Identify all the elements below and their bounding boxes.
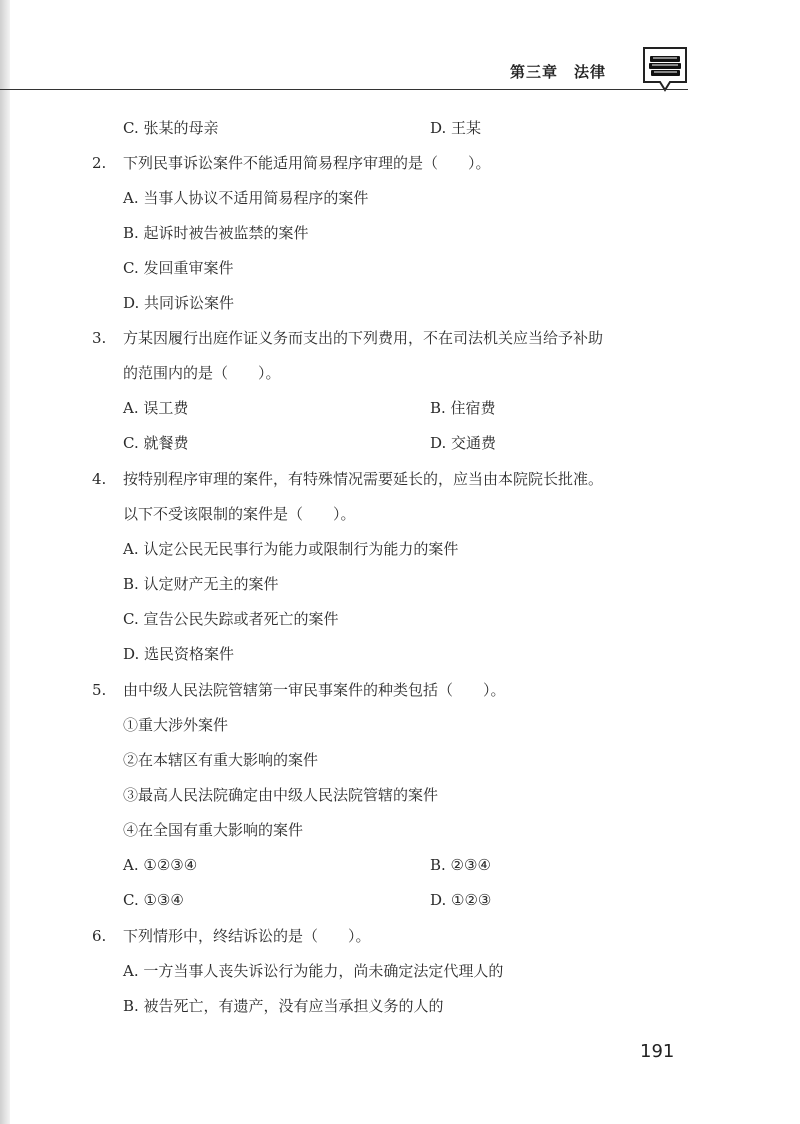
q5-option-a: A. ①②③④: [123, 856, 198, 874]
q3-text-line2: 的范围内的是（ ）。: [123, 364, 281, 382]
q5-item-1: ①重大涉外案件: [123, 716, 229, 734]
q3-option-a: A. 误工费: [123, 399, 189, 417]
page-binding-edge: [0, 0, 10, 1124]
q5-option-b: B. ②③④: [430, 856, 491, 874]
q4-option-c: C. 宣告公民失踪或者死亡的案件: [123, 610, 339, 628]
q4-option-b: B. 认定财产无主的案件: [123, 575, 279, 593]
q5-text: 由中级人民法院管辖第一审民事案件的种类包括（ ）。: [123, 681, 506, 699]
q1-option-d: D. 王某: [430, 119, 482, 137]
q5-option-d: D. ①②③: [430, 891, 492, 909]
q2-option-d: D. 共同诉讼案件: [123, 294, 235, 312]
page-number: 191: [640, 1041, 675, 1062]
q4-text-line2: 以下不受该限制的案件是（ ）。: [123, 505, 356, 523]
q4-text-line1: 按特别程序审理的案件，有特殊情况需要延长的，应当由本院院长批准。: [123, 470, 604, 488]
q3-number: 3.: [92, 329, 107, 347]
q4-option-d: D. 选民资格案件: [123, 645, 235, 663]
q2-option-a: A. 当事人协议不适用简易程序的案件: [123, 189, 369, 207]
q3-text-line1: 方某因履行出庭作证义务而支出的下列费用，不在司法机关应当给予补助: [123, 329, 604, 347]
q1-option-c: C. 张某的母亲: [123, 119, 219, 137]
q5-option-c: C. ①③④: [123, 891, 184, 909]
q2-text: 下列民事诉讼案件不能适用简易程序审理的是（ ）。: [123, 154, 491, 172]
q6-number: 6.: [92, 927, 107, 945]
q3-option-d: D. 交通费: [430, 434, 497, 452]
q5-item-2: ②在本辖区有重大影响的案件: [123, 751, 319, 769]
books-icon: [640, 44, 690, 94]
q5-item-3: ③最高人民法院确定由中级人民法院管辖的案件: [123, 786, 439, 804]
q4-number: 4.: [92, 470, 107, 488]
chapter-header: 第三章 法律: [510, 63, 607, 81]
q3-option-c: C. 就餐费: [123, 434, 189, 452]
q2-number: 2.: [92, 154, 107, 172]
header-rule: [0, 89, 688, 90]
q6-option-b: B. 被告死亡，有遗产，没有应当承担义务的人的: [123, 997, 444, 1015]
q2-option-c: C. 发回重审案件: [123, 259, 234, 277]
q5-item-4: ④在全国有重大影响的案件: [123, 821, 304, 839]
q3-option-b: B. 住宿费: [430, 399, 496, 417]
q6-text: 下列情形中，终结诉讼的是（ ）。: [123, 927, 371, 945]
q5-number: 5.: [92, 681, 107, 699]
q2-option-b: B. 起诉时被告被监禁的案件: [123, 224, 309, 242]
q4-option-a: A. 认定公民无民事行为能力或限制行为能力的案件: [123, 540, 459, 558]
q6-option-a: A. 一方当事人丧失诉讼行为能力，尚未确定法定代理人的: [123, 962, 504, 980]
